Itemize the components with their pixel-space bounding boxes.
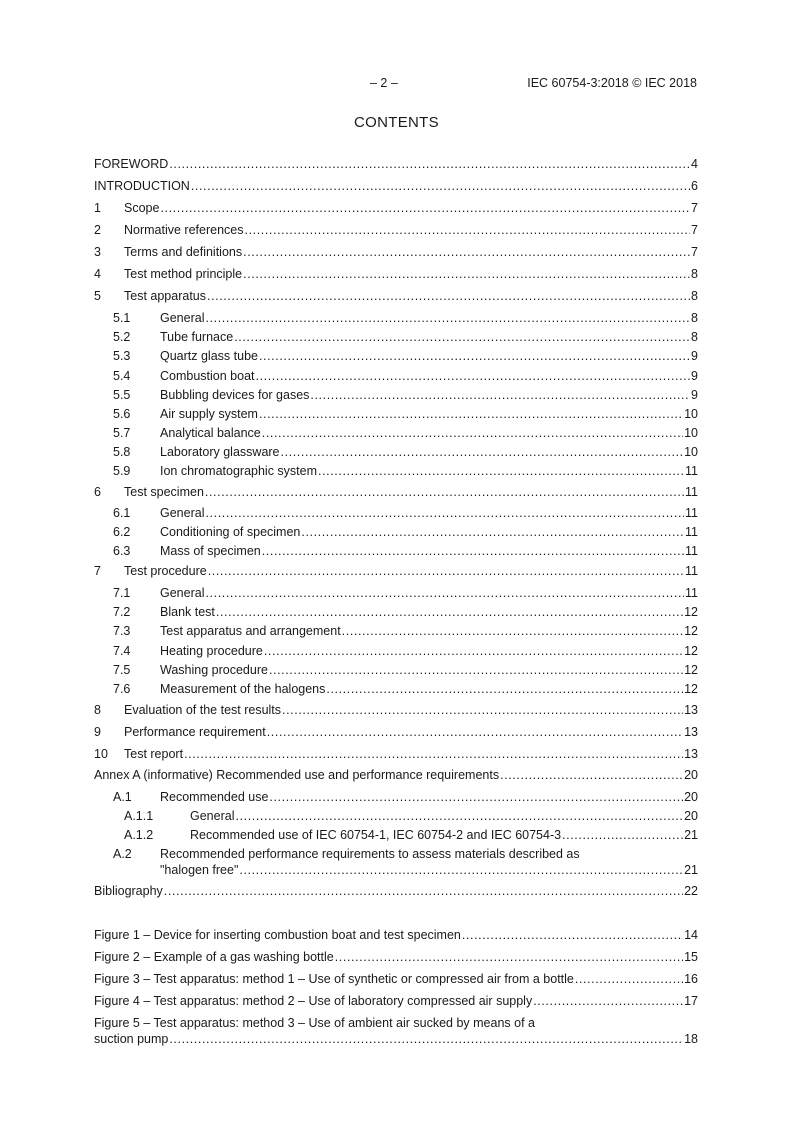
entry-number: 2 [94, 223, 101, 237]
toc-entry[interactable] [94, 289, 698, 308]
entry-number: 8 [94, 703, 101, 717]
leader-dots [208, 564, 684, 578]
entry-page-number: 11 [685, 586, 698, 600]
entry-page-number: 11 [685, 485, 698, 499]
entry-page-number: 22 [684, 884, 698, 898]
entry-title: Figure 5 – Test apparatus: method 3 – Use of ambient air sucked by means of a [94, 1016, 535, 1030]
toc-entry[interactable] [94, 201, 698, 220]
leader-dots [264, 644, 683, 658]
toc-entry[interactable] [94, 157, 698, 176]
toc-entry[interactable] [94, 768, 698, 787]
entry-page-number: 14 [684, 928, 698, 942]
entry-title: Recommended use [160, 790, 269, 804]
entry-page-number: 15 [684, 950, 698, 964]
leader-dots [259, 407, 683, 421]
entry-title: Annex A (informative) Recommended use and performance requirements [94, 768, 500, 782]
entry-page-number: 8 [691, 330, 698, 344]
entry-title: Scope [124, 201, 160, 215]
entry-title: Test method principle [124, 267, 243, 281]
leader-dots [335, 950, 683, 964]
leader-dots [234, 330, 690, 344]
toc-entry[interactable] [94, 809, 698, 828]
entry-title: Tube furnace [160, 330, 234, 344]
entry-title: Mass of specimen [160, 544, 261, 558]
entry-page-number: 11 [685, 464, 698, 478]
entry-number: 1 [94, 201, 101, 215]
toc-entry[interactable] [94, 525, 698, 544]
entry-page-number: 12 [684, 682, 698, 696]
entry-page-number: 16 [684, 972, 698, 986]
entry-page-number: 7 [691, 223, 698, 237]
toc-entry[interactable] [94, 330, 698, 349]
entry-page-number: 6 [691, 179, 698, 193]
entry-number: 5.4 [113, 369, 131, 383]
leader-dots [318, 464, 684, 478]
entry-number: A.1.1 [124, 809, 154, 823]
entry-title: Evaluation of the test results [124, 703, 282, 717]
figure-entry[interactable] [94, 1016, 698, 1049]
leader-dots [310, 388, 690, 402]
entry-page-number: 10 [684, 426, 698, 440]
entry-number: 7.2 [113, 605, 131, 619]
entry-title: Ion chromatographic system [160, 464, 318, 478]
entry-page-number: 11 [685, 544, 698, 558]
entry-number: A.2 [113, 847, 132, 861]
entry-number: 5.6 [113, 407, 131, 421]
toc-entry[interactable] [94, 703, 698, 722]
leader-dots [205, 506, 684, 520]
document-id: IEC 60754-3:2018 © IEC 2018 [527, 76, 697, 90]
page-number: – 2 – [370, 76, 398, 90]
entry-title: Figure 2 – Example of a gas washing bottle [94, 950, 334, 964]
toc-entry[interactable] [94, 682, 698, 701]
entry-title: Normative references [124, 223, 244, 237]
entry-page-number: 12 [684, 663, 698, 677]
toc-entry[interactable] [94, 564, 698, 583]
leader-dots [207, 289, 690, 303]
toc-entry[interactable] [94, 311, 698, 330]
leader-dots [216, 605, 683, 619]
leader-dots [243, 267, 690, 281]
entry-title: Performance requirement [124, 725, 266, 739]
entry-number: 7 [94, 564, 101, 578]
entry-page-number: 17 [684, 994, 698, 1008]
entry-page-number: 20 [684, 768, 698, 782]
entry-page-number: 21 [684, 828, 698, 842]
entry-title: Terms and definitions [124, 245, 243, 259]
entry-number: 6.3 [113, 544, 131, 558]
entry-title: General [160, 586, 205, 600]
toc-entry[interactable] [94, 267, 698, 286]
leader-dots [169, 157, 690, 171]
toc-entry[interactable] [94, 245, 698, 264]
entry-page-number: 12 [684, 644, 698, 658]
entry-title: Recommended use of IEC 60754-1, IEC 60754-2 and IEC 60754-3 [190, 828, 562, 842]
toc-entry[interactable] [94, 663, 698, 682]
toc-entry[interactable] [94, 407, 698, 426]
entry-number: 7.4 [113, 644, 131, 658]
entry-title: "halogen free" [160, 863, 239, 877]
entry-number: 10 [94, 747, 108, 761]
toc-entry[interactable] [94, 644, 698, 663]
entry-number: 9 [94, 725, 101, 739]
entry-page-number: 11 [685, 506, 698, 520]
leader-dots [245, 223, 691, 237]
toc-entry[interactable] [94, 586, 698, 605]
page-header [0, 76, 793, 92]
toc-entry[interactable] [94, 884, 698, 903]
entry-page-number: 11 [685, 525, 698, 539]
toc-entry[interactable] [94, 725, 698, 744]
toc-entry[interactable] [94, 847, 698, 880]
entry-number: 4 [94, 267, 101, 281]
leader-dots [282, 703, 683, 717]
entry-title: Figure 3 – Test apparatus: method 1 – Use of synthetic or compressed air from a bottle [94, 972, 574, 986]
entry-title: Figure 4 – Test apparatus: method 2 – Use of laboratory compressed air supply [94, 994, 533, 1008]
entry-number: 6 [94, 485, 101, 499]
entry-number: 5.7 [113, 426, 131, 440]
toc-entry[interactable] [94, 426, 698, 445]
entry-number: 5.1 [113, 311, 131, 325]
entry-title: Test report [124, 747, 184, 761]
entry-page-number: 7 [691, 245, 698, 259]
entry-page-number: 12 [684, 624, 698, 638]
entry-title: Conditioning of specimen [160, 525, 301, 539]
toc-entry[interactable] [94, 464, 698, 483]
entry-title: Analytical balance [160, 426, 261, 440]
leader-dots [184, 747, 683, 761]
figure-entry[interactable] [94, 950, 698, 969]
entry-page-number: 4 [691, 157, 698, 171]
leader-dots [205, 311, 690, 325]
page-title: CONTENTS [354, 114, 439, 131]
entry-title: Bubbling devices for gases [160, 388, 310, 402]
leader-dots [160, 201, 690, 215]
entry-title: Quartz glass tube [160, 349, 258, 363]
toc-entry[interactable] [94, 485, 698, 504]
entry-title: FOREWORD [94, 157, 169, 171]
toc-entry[interactable] [94, 605, 698, 624]
leader-dots [462, 928, 683, 942]
entry-title: Combustion boat [160, 369, 255, 383]
entry-number: 5.5 [113, 388, 131, 402]
leader-dots [267, 725, 683, 739]
leader-dots [262, 426, 683, 440]
figure-entry[interactable] [94, 972, 698, 991]
leader-dots [256, 369, 691, 383]
entry-page-number: 7 [691, 201, 698, 215]
leader-dots [191, 179, 690, 193]
entry-page-number: 20 [684, 790, 698, 804]
leader-dots [259, 349, 690, 363]
entry-number: 5.3 [113, 349, 131, 363]
toc-entry[interactable] [94, 544, 698, 563]
leader-dots [269, 663, 683, 677]
entry-page-number: 10 [684, 407, 698, 421]
entry-title: Test specimen [124, 485, 204, 499]
entry-number: 7.6 [113, 682, 131, 696]
entry-title: General [160, 506, 205, 520]
entry-number: 7.3 [113, 624, 131, 638]
toc-entry[interactable] [94, 223, 698, 242]
toc-entry[interactable] [94, 388, 698, 407]
leader-dots [169, 1032, 683, 1046]
toc-entry[interactable] [94, 445, 698, 464]
leader-dots [500, 768, 683, 782]
entry-number: 5.2 [113, 330, 131, 344]
entry-number: A.1.2 [124, 828, 154, 842]
leader-dots [301, 525, 684, 539]
entry-title: Bibliography [94, 884, 163, 898]
leader-dots [533, 994, 683, 1008]
entry-number: 3 [94, 245, 101, 259]
entry-title: Blank test [160, 605, 215, 619]
entry-page-number: 12 [684, 605, 698, 619]
toc-entry[interactable] [94, 179, 698, 198]
leader-dots [205, 485, 684, 499]
leader-dots [269, 790, 683, 804]
leader-dots [239, 863, 683, 877]
leader-dots [205, 586, 684, 600]
leader-dots [243, 245, 690, 259]
entry-page-number: 10 [684, 445, 698, 459]
entry-page-number: 18 [684, 1032, 698, 1046]
entry-page-number: 11 [685, 564, 698, 578]
entry-title: General [160, 311, 205, 325]
leader-dots [326, 682, 683, 696]
entry-title: General [190, 809, 235, 823]
leader-dots [164, 884, 683, 898]
entry-title: Test apparatus and arrangement [160, 624, 341, 638]
entry-page-number: 8 [691, 289, 698, 303]
entry-title: Test apparatus [124, 289, 206, 303]
leader-dots [281, 445, 684, 459]
entry-number: A.1 [113, 790, 132, 804]
entry-title: Measurement of the halogens [160, 682, 326, 696]
entry-number: 6.1 [113, 506, 131, 520]
entry-title: Washing procedure [160, 663, 268, 677]
entry-page-number: 9 [691, 388, 698, 402]
entry-number: 7.1 [113, 586, 131, 600]
entry-title: Heating procedure [160, 644, 263, 658]
figure-entry[interactable] [94, 994, 698, 1013]
toc-entry[interactable] [94, 790, 698, 809]
entry-page-number: 13 [684, 725, 698, 739]
toc-entry[interactable] [94, 369, 698, 388]
entry-number: 5.8 [113, 445, 131, 459]
entry-number: 5.9 [113, 464, 131, 478]
entry-title: Laboratory glassware [160, 445, 280, 459]
entry-page-number: 9 [691, 369, 698, 383]
toc-entry[interactable] [94, 747, 698, 766]
entry-number: 7.5 [113, 663, 131, 677]
entry-title: Test procedure [124, 564, 207, 578]
leader-dots [235, 809, 683, 823]
entry-page-number: 13 [684, 703, 698, 717]
entry-page-number: 8 [691, 311, 698, 325]
toc-entry[interactable] [94, 624, 698, 643]
entry-page-number: 13 [684, 747, 698, 761]
figure-entry[interactable] [94, 928, 698, 947]
entry-title: suction pump [94, 1032, 169, 1046]
entry-title: Figure 1 – Device for inserting combustion boat and test specimen [94, 928, 461, 942]
entry-title: Recommended performance requirements to assess materials described as [160, 847, 580, 861]
entry-number: 5 [94, 289, 101, 303]
toc-entry[interactable] [94, 349, 698, 368]
entry-title: Air supply system [160, 407, 258, 421]
entry-page-number: 8 [691, 267, 698, 281]
toc-entry[interactable] [94, 828, 698, 847]
leader-dots [575, 972, 683, 986]
leader-dots [262, 544, 684, 558]
toc-entry[interactable] [94, 506, 698, 525]
entry-page-number: 20 [684, 809, 698, 823]
entry-title: INTRODUCTION [94, 179, 190, 193]
leader-dots [342, 624, 683, 638]
entry-number: 6.2 [113, 525, 131, 539]
entry-page-number: 21 [684, 863, 698, 877]
leader-dots [562, 828, 683, 842]
entry-page-number: 9 [691, 349, 698, 363]
